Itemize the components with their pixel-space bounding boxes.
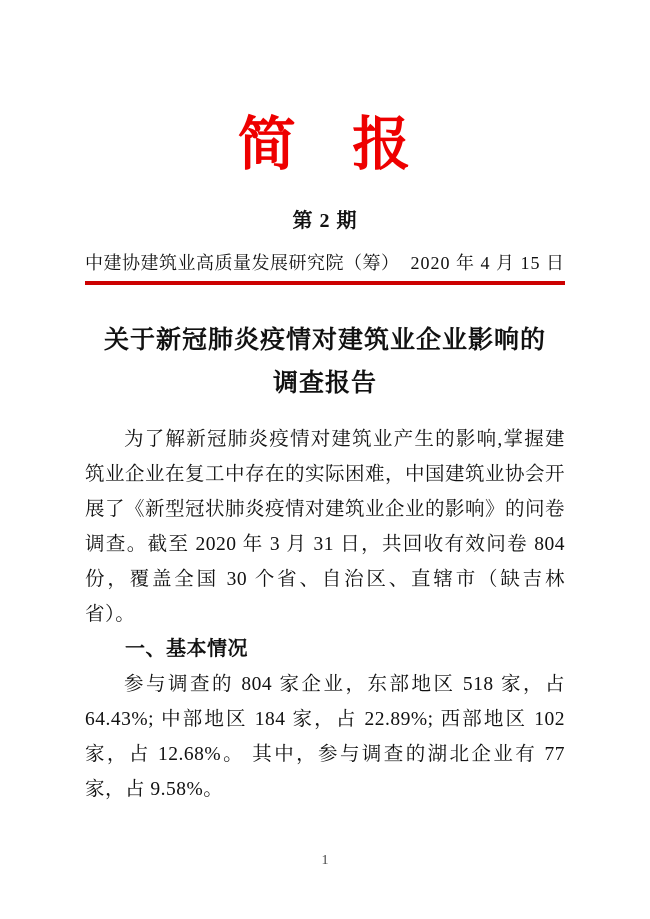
masthead-title: 简 报 bbox=[237, 112, 413, 177]
page-number: 1 bbox=[321, 853, 329, 868]
report-title-line1: 关于新冠肺炎疫情对建筑业企业影响的 bbox=[103, 327, 546, 355]
report-title bbox=[85, 319, 565, 405]
report-title-line2: 调查报告 bbox=[272, 370, 377, 398]
issue-label: 第 2 期 bbox=[292, 210, 358, 233]
section-heading-basic-info: 一、基本情况 bbox=[125, 638, 248, 661]
issue-date: 2020 年 4 月 15 日 bbox=[410, 253, 565, 274]
paragraph-basic-info: 参与调查的 804 家企业，东部地区 518 家，占 64.43%; 中部地区 184 家，占 22.89%; 西部地区 102 家，占 12.68%。 其中，参与调查的湖北企业有 77 家，占 9.58%。 bbox=[85, 674, 565, 801]
org-name: 中建协建筑业高质量发展研究院（筹） bbox=[85, 253, 400, 274]
header-rule bbox=[85, 281, 565, 285]
document-body bbox=[85, 422, 565, 807]
paragraph-intro: 为了解新冠肺炎疫情对建筑业产生的影响,掌握建筑业企业在复工中存在的实际困难，中国建筑业协会开展了《新型冠状肺炎疫情对建筑业企业的影响》的问卷调查。截至 2020 年 3 月 31 日，共回收有效问卷 804 份，覆盖全国 30 个省、自治区、直辖市（缺吉林省）。 bbox=[85, 429, 566, 626]
header-row bbox=[85, 249, 565, 275]
